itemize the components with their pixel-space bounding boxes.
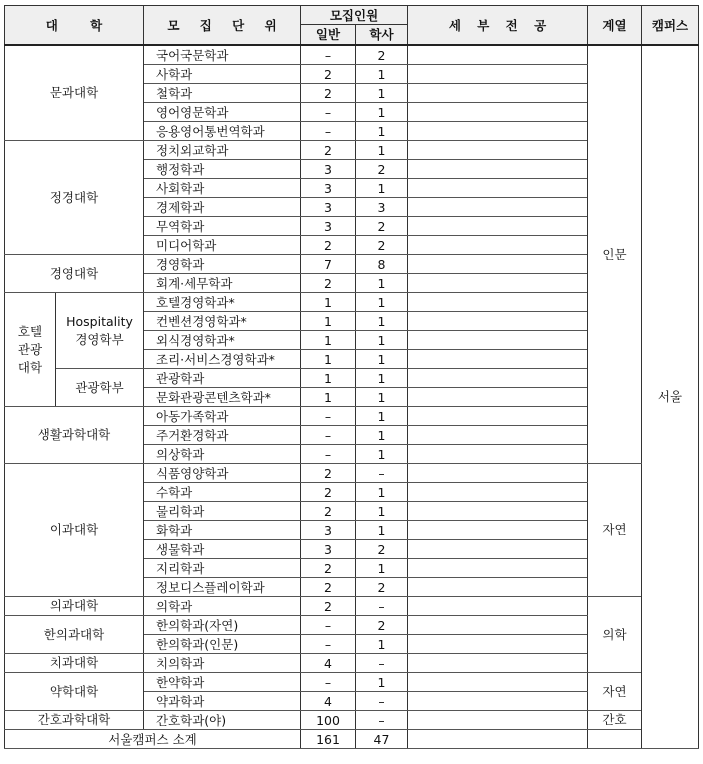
detail-major bbox=[408, 578, 588, 597]
detail-major bbox=[408, 179, 588, 198]
total-detail bbox=[408, 730, 588, 749]
detail-major bbox=[408, 426, 588, 445]
unit-name: 국어국문학과 bbox=[144, 45, 301, 65]
detail-major bbox=[408, 521, 588, 540]
general-count: 2 bbox=[301, 141, 356, 160]
detail-major bbox=[408, 692, 588, 711]
bachelor-count: – bbox=[356, 711, 408, 730]
unit-name: 미디어학과 bbox=[144, 236, 301, 255]
unit-name: 아동가족학과 bbox=[144, 407, 301, 426]
unit-name: 철학과 bbox=[144, 84, 301, 103]
detail-major bbox=[408, 331, 588, 350]
bachelor-count: 1 bbox=[356, 103, 408, 122]
bachelor-count: 2 bbox=[356, 45, 408, 65]
general-count: – bbox=[301, 122, 356, 141]
bachelor-count: 1 bbox=[356, 407, 408, 426]
unit-name: 회계·세무학과 bbox=[144, 274, 301, 293]
header-bachelor: 학사 bbox=[356, 25, 408, 46]
detail-major bbox=[408, 312, 588, 331]
general-count: 3 bbox=[301, 217, 356, 236]
detail-major bbox=[408, 274, 588, 293]
unit-name: 조리·서비스경영학과* bbox=[144, 350, 301, 369]
bachelor-count: 2 bbox=[356, 160, 408, 179]
header-unit: 모 집 단 위 bbox=[144, 6, 301, 46]
general-count: 4 bbox=[301, 692, 356, 711]
table-row bbox=[5, 673, 699, 692]
table-header bbox=[5, 6, 699, 46]
detail-major bbox=[408, 293, 588, 312]
bachelor-count: 1 bbox=[356, 274, 408, 293]
college-name: 호텔 관광 대학 bbox=[5, 293, 56, 407]
bachelor-count: 1 bbox=[356, 388, 408, 407]
detail-major bbox=[408, 45, 588, 65]
general-count: 100 bbox=[301, 711, 356, 730]
admission-table-wrapper bbox=[4, 5, 699, 749]
general-count: 4 bbox=[301, 654, 356, 673]
general-count: 2 bbox=[301, 274, 356, 293]
field-name: 자연 bbox=[588, 464, 642, 597]
bachelor-count: 1 bbox=[356, 84, 408, 103]
detail-major bbox=[408, 388, 588, 407]
unit-name: 무역학과 bbox=[144, 217, 301, 236]
table-row bbox=[5, 45, 699, 65]
general-count: 1 bbox=[301, 312, 356, 331]
unit-name: 호텔경영학과* bbox=[144, 293, 301, 312]
unit-name: 수학과 bbox=[144, 483, 301, 502]
detail-major bbox=[408, 483, 588, 502]
division-name: Hospitality 경영학부 bbox=[56, 293, 144, 369]
unit-name: 화학과 bbox=[144, 521, 301, 540]
unit-name: 한의학과(인문) bbox=[144, 635, 301, 654]
header-quota: 모집인원 bbox=[301, 6, 408, 25]
total-label: 서울캠퍼스 소계 bbox=[5, 730, 301, 749]
bachelor-count: 1 bbox=[356, 312, 408, 331]
detail-major bbox=[408, 597, 588, 616]
bachelor-count: 1 bbox=[356, 426, 408, 445]
unit-name: 컨벤션경영학과* bbox=[144, 312, 301, 331]
general-count: 2 bbox=[301, 559, 356, 578]
detail-major bbox=[408, 635, 588, 654]
general-count: 2 bbox=[301, 597, 356, 616]
unit-name: 경영학과 bbox=[144, 255, 301, 274]
table-row bbox=[5, 711, 699, 730]
general-count: – bbox=[301, 407, 356, 426]
field-name: 자연 bbox=[588, 673, 642, 711]
college-name: 의과대학 bbox=[5, 597, 144, 616]
unit-name: 응용영어통번역학과 bbox=[144, 122, 301, 141]
field-name: 인문 bbox=[588, 45, 642, 464]
bachelor-count: 1 bbox=[356, 122, 408, 141]
detail-major bbox=[408, 540, 588, 559]
general-count: 3 bbox=[301, 179, 356, 198]
bachelor-count: 1 bbox=[356, 179, 408, 198]
detail-major bbox=[408, 103, 588, 122]
bachelor-count: 2 bbox=[356, 217, 408, 236]
total-general: 161 bbox=[301, 730, 356, 749]
general-count: 2 bbox=[301, 236, 356, 255]
bachelor-count: 1 bbox=[356, 502, 408, 521]
bachelor-count: 1 bbox=[356, 635, 408, 654]
bachelor-count: 2 bbox=[356, 540, 408, 559]
unit-name: 행정학과 bbox=[144, 160, 301, 179]
detail-major bbox=[408, 255, 588, 274]
bachelor-count: – bbox=[356, 692, 408, 711]
bachelor-count: 1 bbox=[356, 369, 408, 388]
detail-major bbox=[408, 198, 588, 217]
bachelor-count: 1 bbox=[356, 521, 408, 540]
unit-name: 의학과 bbox=[144, 597, 301, 616]
detail-major bbox=[408, 236, 588, 255]
unit-name: 물리학과 bbox=[144, 502, 301, 521]
bachelor-count: – bbox=[356, 597, 408, 616]
table-row bbox=[5, 464, 699, 483]
header-detail: 세 부 전 공 bbox=[408, 6, 588, 46]
unit-name: 의상학과 bbox=[144, 445, 301, 464]
bachelor-count: 1 bbox=[356, 559, 408, 578]
detail-major bbox=[408, 616, 588, 635]
unit-name: 사학과 bbox=[144, 65, 301, 84]
general-count: – bbox=[301, 673, 356, 692]
table-body bbox=[5, 45, 699, 749]
total-row bbox=[5, 730, 699, 749]
unit-name: 영어영문학과 bbox=[144, 103, 301, 122]
college-name: 경영대학 bbox=[5, 255, 144, 293]
college-name: 정경대학 bbox=[5, 141, 144, 255]
general-count: 1 bbox=[301, 388, 356, 407]
bachelor-count: 1 bbox=[356, 331, 408, 350]
general-count: – bbox=[301, 103, 356, 122]
unit-name: 지리학과 bbox=[144, 559, 301, 578]
unit-name: 문화관광콘텐츠학과* bbox=[144, 388, 301, 407]
header-campus: 캠퍼스 bbox=[642, 6, 699, 46]
general-count: 2 bbox=[301, 483, 356, 502]
general-count: 1 bbox=[301, 293, 356, 312]
bachelor-count: 1 bbox=[356, 350, 408, 369]
detail-major bbox=[408, 84, 588, 103]
detail-major bbox=[408, 369, 588, 388]
division-name: 관광학부 bbox=[56, 369, 144, 407]
table-row bbox=[5, 597, 699, 616]
general-count: 1 bbox=[301, 350, 356, 369]
general-count: – bbox=[301, 616, 356, 635]
bachelor-count: 1 bbox=[356, 445, 408, 464]
admission-quota-table bbox=[4, 5, 699, 749]
college-name: 한의과대학 bbox=[5, 616, 144, 654]
bachelor-count: – bbox=[356, 464, 408, 483]
general-count: 2 bbox=[301, 65, 356, 84]
unit-name: 간호학과(야) bbox=[144, 711, 301, 730]
general-count: 1 bbox=[301, 331, 356, 350]
college-name: 치과대학 bbox=[5, 654, 144, 673]
bachelor-count: 1 bbox=[356, 483, 408, 502]
college-name: 약학대학 bbox=[5, 673, 144, 711]
bachelor-count: 1 bbox=[356, 673, 408, 692]
unit-name: 한약학과 bbox=[144, 673, 301, 692]
unit-name: 관광학과 bbox=[144, 369, 301, 388]
general-count: 3 bbox=[301, 521, 356, 540]
general-count: 2 bbox=[301, 578, 356, 597]
college-name: 문과대학 bbox=[5, 45, 144, 141]
detail-major bbox=[408, 559, 588, 578]
unit-name: 외식경영학과* bbox=[144, 331, 301, 350]
bachelor-count: 8 bbox=[356, 255, 408, 274]
header-field: 계열 bbox=[588, 6, 642, 46]
general-count: 2 bbox=[301, 84, 356, 103]
general-count: – bbox=[301, 445, 356, 464]
header-general: 일반 bbox=[301, 25, 356, 46]
total-field bbox=[588, 730, 642, 749]
detail-major bbox=[408, 711, 588, 730]
college-name: 간호과학대학 bbox=[5, 711, 144, 730]
unit-name: 주거환경학과 bbox=[144, 426, 301, 445]
unit-name: 생물학과 bbox=[144, 540, 301, 559]
detail-major bbox=[408, 122, 588, 141]
general-count: – bbox=[301, 635, 356, 654]
bachelor-count: 3 bbox=[356, 198, 408, 217]
detail-major bbox=[408, 141, 588, 160]
unit-name: 정보디스플레이학과 bbox=[144, 578, 301, 597]
bachelor-count: 2 bbox=[356, 578, 408, 597]
general-count: 2 bbox=[301, 464, 356, 483]
detail-major bbox=[408, 464, 588, 483]
bachelor-count: 1 bbox=[356, 65, 408, 84]
general-count: 3 bbox=[301, 540, 356, 559]
field-name: 간호 bbox=[588, 711, 642, 730]
detail-major bbox=[408, 445, 588, 464]
general-count: 7 bbox=[301, 255, 356, 274]
bachelor-count: 1 bbox=[356, 141, 408, 160]
bachelor-count: 2 bbox=[356, 236, 408, 255]
detail-major bbox=[408, 654, 588, 673]
college-name: 이과대학 bbox=[5, 464, 144, 597]
unit-name: 식품영양학과 bbox=[144, 464, 301, 483]
unit-name: 치의학과 bbox=[144, 654, 301, 673]
detail-major bbox=[408, 65, 588, 84]
field-name: 의학 bbox=[588, 597, 642, 673]
unit-name: 한의학과(자연) bbox=[144, 616, 301, 635]
general-count: – bbox=[301, 45, 356, 65]
unit-name: 경제학과 bbox=[144, 198, 301, 217]
college-name: 생활과학대학 bbox=[5, 407, 144, 464]
detail-major bbox=[408, 502, 588, 521]
bachelor-count: – bbox=[356, 654, 408, 673]
bachelor-count: 2 bbox=[356, 616, 408, 635]
general-count: – bbox=[301, 426, 356, 445]
detail-major bbox=[408, 160, 588, 179]
detail-major bbox=[408, 217, 588, 236]
general-count: 3 bbox=[301, 160, 356, 179]
unit-name: 약과학과 bbox=[144, 692, 301, 711]
detail-major bbox=[408, 407, 588, 426]
bachelor-count: 1 bbox=[356, 293, 408, 312]
unit-name: 정치외교학과 bbox=[144, 141, 301, 160]
header-college: 대 학 bbox=[5, 6, 144, 46]
total-bachelor: 47 bbox=[356, 730, 408, 749]
detail-major bbox=[408, 350, 588, 369]
campus-name: 서울 bbox=[642, 45, 699, 749]
unit-name: 사회학과 bbox=[144, 179, 301, 198]
detail-major bbox=[408, 673, 588, 692]
general-count: 3 bbox=[301, 198, 356, 217]
general-count: 2 bbox=[301, 502, 356, 521]
general-count: 1 bbox=[301, 369, 356, 388]
